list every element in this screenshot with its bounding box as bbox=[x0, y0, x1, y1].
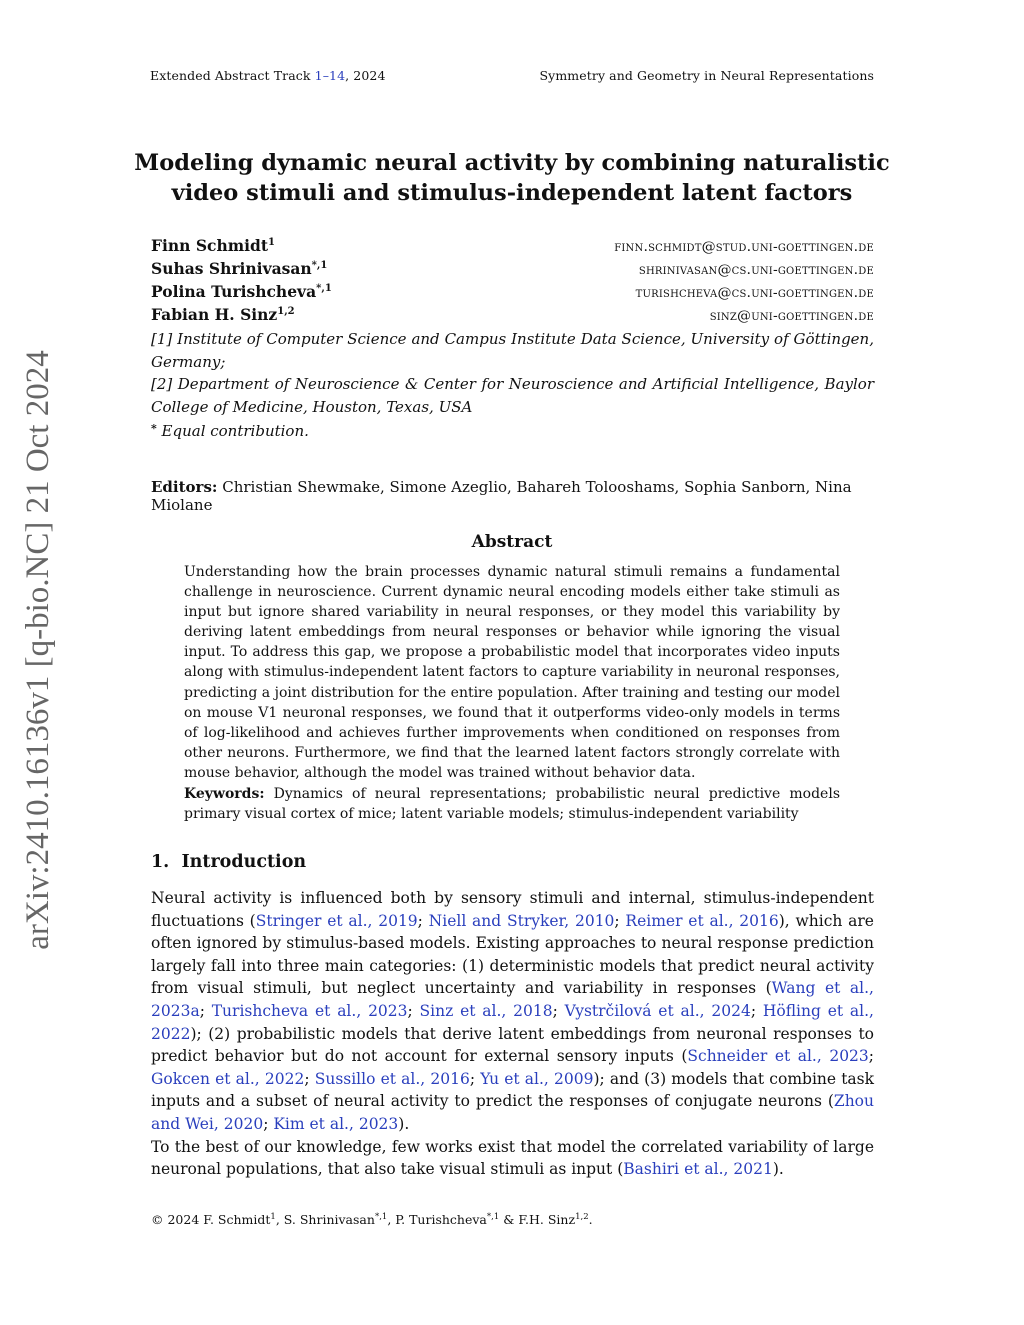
affiliation-1: [1] Institute of Computer Science and Campus Institute Data Science, University of Göttingen, Germany; bbox=[151, 330, 874, 371]
equal-contribution-note: * Equal contribution. bbox=[151, 422, 309, 440]
citation-link[interactable]: Yu et al., 2009 bbox=[480, 1069, 594, 1088]
paper-title-line-1: Modeling dynamic neural activity by combining naturalistic bbox=[134, 150, 890, 176]
citation-link[interactable]: Bashiri et al., 2021 bbox=[623, 1160, 773, 1179]
citation-link[interactable]: Sussillo et al., 2016 bbox=[314, 1069, 470, 1088]
citation-link[interactable]: Niell and Stryker, 2010 bbox=[428, 911, 615, 930]
citation-link[interactable]: Kim et al., 2023 bbox=[273, 1114, 399, 1133]
section-heading-introduction: 1. Introduction bbox=[151, 852, 307, 872]
author-email[interactable]: shrinivasan@cs.uni-goettingen.de bbox=[638, 262, 874, 278]
arxiv-stamp-text: arXiv:2410.16136v1 [q-bio.NC] 21 Oct 2024 bbox=[20, 350, 56, 950]
paper-title bbox=[120, 148, 904, 208]
author-row bbox=[151, 305, 874, 328]
copyright-footer: © 2024 F. Schmidt$^1$, S. Shrinivasan$^{*,1}$, P. Turishcheva$^{*,1}$ & F.H. Sinz$^{1,2}$. bbox=[151, 1212, 593, 1227]
paragraph: Neural activity is influenced both by sensory stimuli and internal, stimulus-independent fluctuations (Stringer et al., 2019; Niell and Stryker, 2010; Reimer et al., 2016), which are often ignored by stimulus-based models. Existing approaches to neural response prediction largely fall into three main categories: (1) deterministic models that predict neural activity from visual stimuli, but neglect uncertainty and variability in responses (Wang et al., 2023a; Turishcheva et al., 2023; Sinz et al., 2018; Vystrčilová et al., 2024; Höfling et al., 2022); (2) probabilistic models that derive latent embeddings from neuronal responses to predict behavior but do not account for external sensory inputs (Schneider et al., 2023; Gokcen et al., 2022; Sussillo et al., 2016; Yu et al., 2009); and (3) models that combine task inputs and a subset of neural activity to predict the responses of conjugate neurons (Zhou and Wei, 2020; Kim et al., 2023). bbox=[151, 889, 875, 1133]
author-name: Suhas Shrinivasan$^{*,1}$ bbox=[151, 259, 328, 278]
paragraph: To the best of our knowledge, few works exist that model the correlated variability of large neuronal populations, that also take visual stimuli as input (Bashiri et al., 2021). bbox=[151, 1137, 874, 1179]
citation-link[interactable]: Gokcen et al., 2022 bbox=[151, 1069, 305, 1088]
abstract-heading: Abstract bbox=[471, 532, 553, 552]
citation-link[interactable]: Stringer et al., 2019 bbox=[255, 911, 418, 930]
affiliation-2: [2] Department of Neuroscience & Center for Neuroscience and Artificial Intelligence, Baylor College of Medicine, Houston, Texas, USA bbox=[151, 375, 874, 416]
citation-link[interactable]: Höfling et al., 2022 bbox=[151, 1001, 874, 1043]
citation-link[interactable]: Vystrčilová et al., 2024 bbox=[564, 1001, 751, 1020]
author-name: Fabian H. Sinz$^{1,2}$ bbox=[151, 305, 295, 324]
running-header-right: Symmetry and Geometry in Neural Representations bbox=[539, 68, 874, 83]
author-email[interactable]: turishcheva@cs.uni-goettingen.de bbox=[635, 285, 874, 301]
citation-link[interactable]: Schneider et al., 2023 bbox=[687, 1047, 869, 1066]
citation-link[interactable]: Turishcheva et al., 2023 bbox=[211, 1001, 408, 1020]
author-block bbox=[151, 236, 874, 443]
arxiv-stamp bbox=[16, 330, 76, 970]
author-row bbox=[151, 259, 874, 282]
citation-link[interactable]: Wang et al., 2023a bbox=[151, 979, 874, 1020]
abstract-text: Understanding how the brain processes dynamic natural stimuli remains a fundamental challenge in neuroscience. Current dynamic neural encoding models either take stimuli as input but ignore shared variability in neural responses, or they model this variability by deriving latent embeddings from neural responses or behavior while ignoring the visual input. To address this gap, we propose a probabilistic model that incorporates video inputs along with stimulus-independent latent factors to capture variability in neuronal responses, predicting a joint distribution for the entire population. After training and testing our model on mouse V1 neuronal responses, we found that it outperforms video-only models in terms of log-likelihood and achieves further improvements when conditioned on responses from other neurons. Furthermore, we find that the learned latent factors strongly correlate with mouse behavior, although the model was trained without behavior data. bbox=[184, 564, 840, 781]
citation-link[interactable]: Sinz et al., 2018 bbox=[419, 1001, 553, 1020]
keywords: Keywords: Dynamics of neural representations; probabilistic neural predictive models primary visual cortex of mice; latent variable models; stimulus-independent variability bbox=[184, 786, 840, 823]
author-email[interactable]: sinz@uni-goettingen.de bbox=[709, 308, 874, 324]
page-range-link[interactable]: 1–14 bbox=[314, 68, 346, 83]
citation-link[interactable]: Reimer et al., 2016 bbox=[625, 911, 779, 930]
citation-link[interactable]: Zhou and Wei, 2020 bbox=[151, 1092, 874, 1133]
author-email[interactable]: finn.schmidt@stud.uni-goettingen.de bbox=[614, 239, 874, 255]
author-row bbox=[151, 236, 874, 259]
running-header-left: Extended Abstract Track 1–14, 2024 bbox=[150, 68, 386, 83]
author-row bbox=[151, 282, 874, 305]
author-name: Polina Turishcheva$^{*,1}$ bbox=[151, 282, 332, 301]
paper-title-line-2: video stimuli and stimulus-independent latent factors bbox=[171, 180, 853, 206]
introduction-body bbox=[151, 887, 874, 1181]
author-name: Finn Schmidt$^1$ bbox=[151, 236, 275, 255]
editors-line: Editors: Christian Shewmake, Simone Azeglio, Bahareh Tolooshams, Sophia Sanborn, Nina Miolane bbox=[151, 478, 852, 514]
